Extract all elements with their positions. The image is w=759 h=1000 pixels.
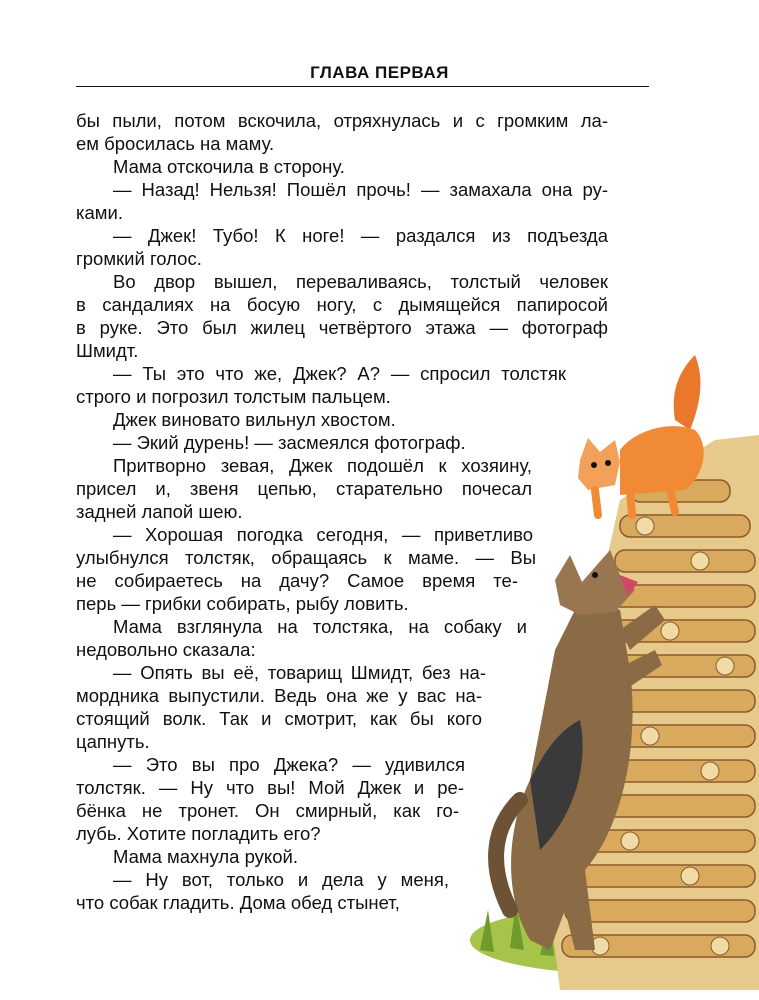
text-line: — Ну вот, только и дела у меня, — [113, 869, 449, 890]
text-line: ем бросилась на маму. — [76, 133, 275, 154]
text-line: стоящий волк. Так и смотрит, как бы кого — [76, 708, 482, 729]
text-line: Шмидт. — [76, 340, 139, 361]
text-line: улыбнулся толстяк, обращаясь к маме. — Вы — [76, 547, 536, 568]
text-line: лубь. Хотите погладить его? — [76, 823, 321, 844]
text-line: — Опять вы её, товарищ Шмидт, без на- — [113, 662, 486, 683]
text-line: Мама взглянула на толстяка, на собаку и — [113, 616, 527, 637]
text-line: — Ты это что же, Джек? А? — спросил толстяк — [113, 363, 566, 384]
illustration-dog-cat-woodpile — [470, 350, 759, 1000]
text-line: — Джек! Тубо! К ноге! — раздался из подъезда — [113, 225, 608, 246]
text-line: Мама отскочила в сторону. — [113, 156, 345, 177]
text-line: строго и погрозил толстым пальцем. — [76, 386, 391, 407]
text-line: присел и, звеня цепью, старательно почесал — [76, 478, 532, 499]
header-rule — [76, 86, 649, 87]
text-line: бёнка не тронет. Он смирный, как го- — [76, 800, 459, 821]
text-line: перь — грибки собирать, рыбу ловить. — [76, 593, 409, 614]
text-line: ками. — [76, 202, 123, 223]
text-line: не собираетесь на дачу? Самое время те- — [76, 570, 518, 591]
text-line: — Хорошая погодка сегодня, — приветливо — [113, 524, 533, 545]
text-line: задней лапой шею. — [76, 501, 243, 522]
text-line: Мама махнула рукой. — [113, 846, 298, 867]
text-line: Джек виновато вильнул хвостом. — [113, 409, 396, 430]
text-line: — Назад! Нельзя! Пошёл прочь! — замахала она ру- — [113, 179, 608, 200]
text-line: в сандалиях на босую ногу, с дымящейся папиросой — [76, 294, 608, 315]
text-line: толстяк. — Ну что вы! Мой Джек и ре- — [76, 777, 464, 798]
text-line: цапнуть. — [76, 731, 150, 752]
text-line: — Экий дурень! — засмеялся фотограф. — [113, 432, 466, 453]
text-line: — Это вы про Джека? — удивился — [113, 754, 465, 775]
text-line: бы пыли, потом вскочила, отряхнулась и с громким ла- — [76, 110, 608, 131]
text-line: громкий голос. — [76, 248, 202, 269]
text-line: Во двор вышел, переваливаясь, толстый человек — [113, 271, 608, 292]
text-line: что собак гладить. Дома обед стынет, — [76, 892, 400, 913]
text-line: Притворно зевая, Джек подошёл к хозяину, — [113, 455, 532, 476]
text-line: недовольно сказала: — [76, 639, 256, 660]
text-line: в руке. Это был жилец четвёртого этажа — фотограф — [76, 317, 608, 338]
text-line: мордника выпустили. Ведь она же у вас на- — [76, 685, 482, 706]
chapter-title: ГЛАВА ПЕРВАЯ — [310, 63, 449, 82]
